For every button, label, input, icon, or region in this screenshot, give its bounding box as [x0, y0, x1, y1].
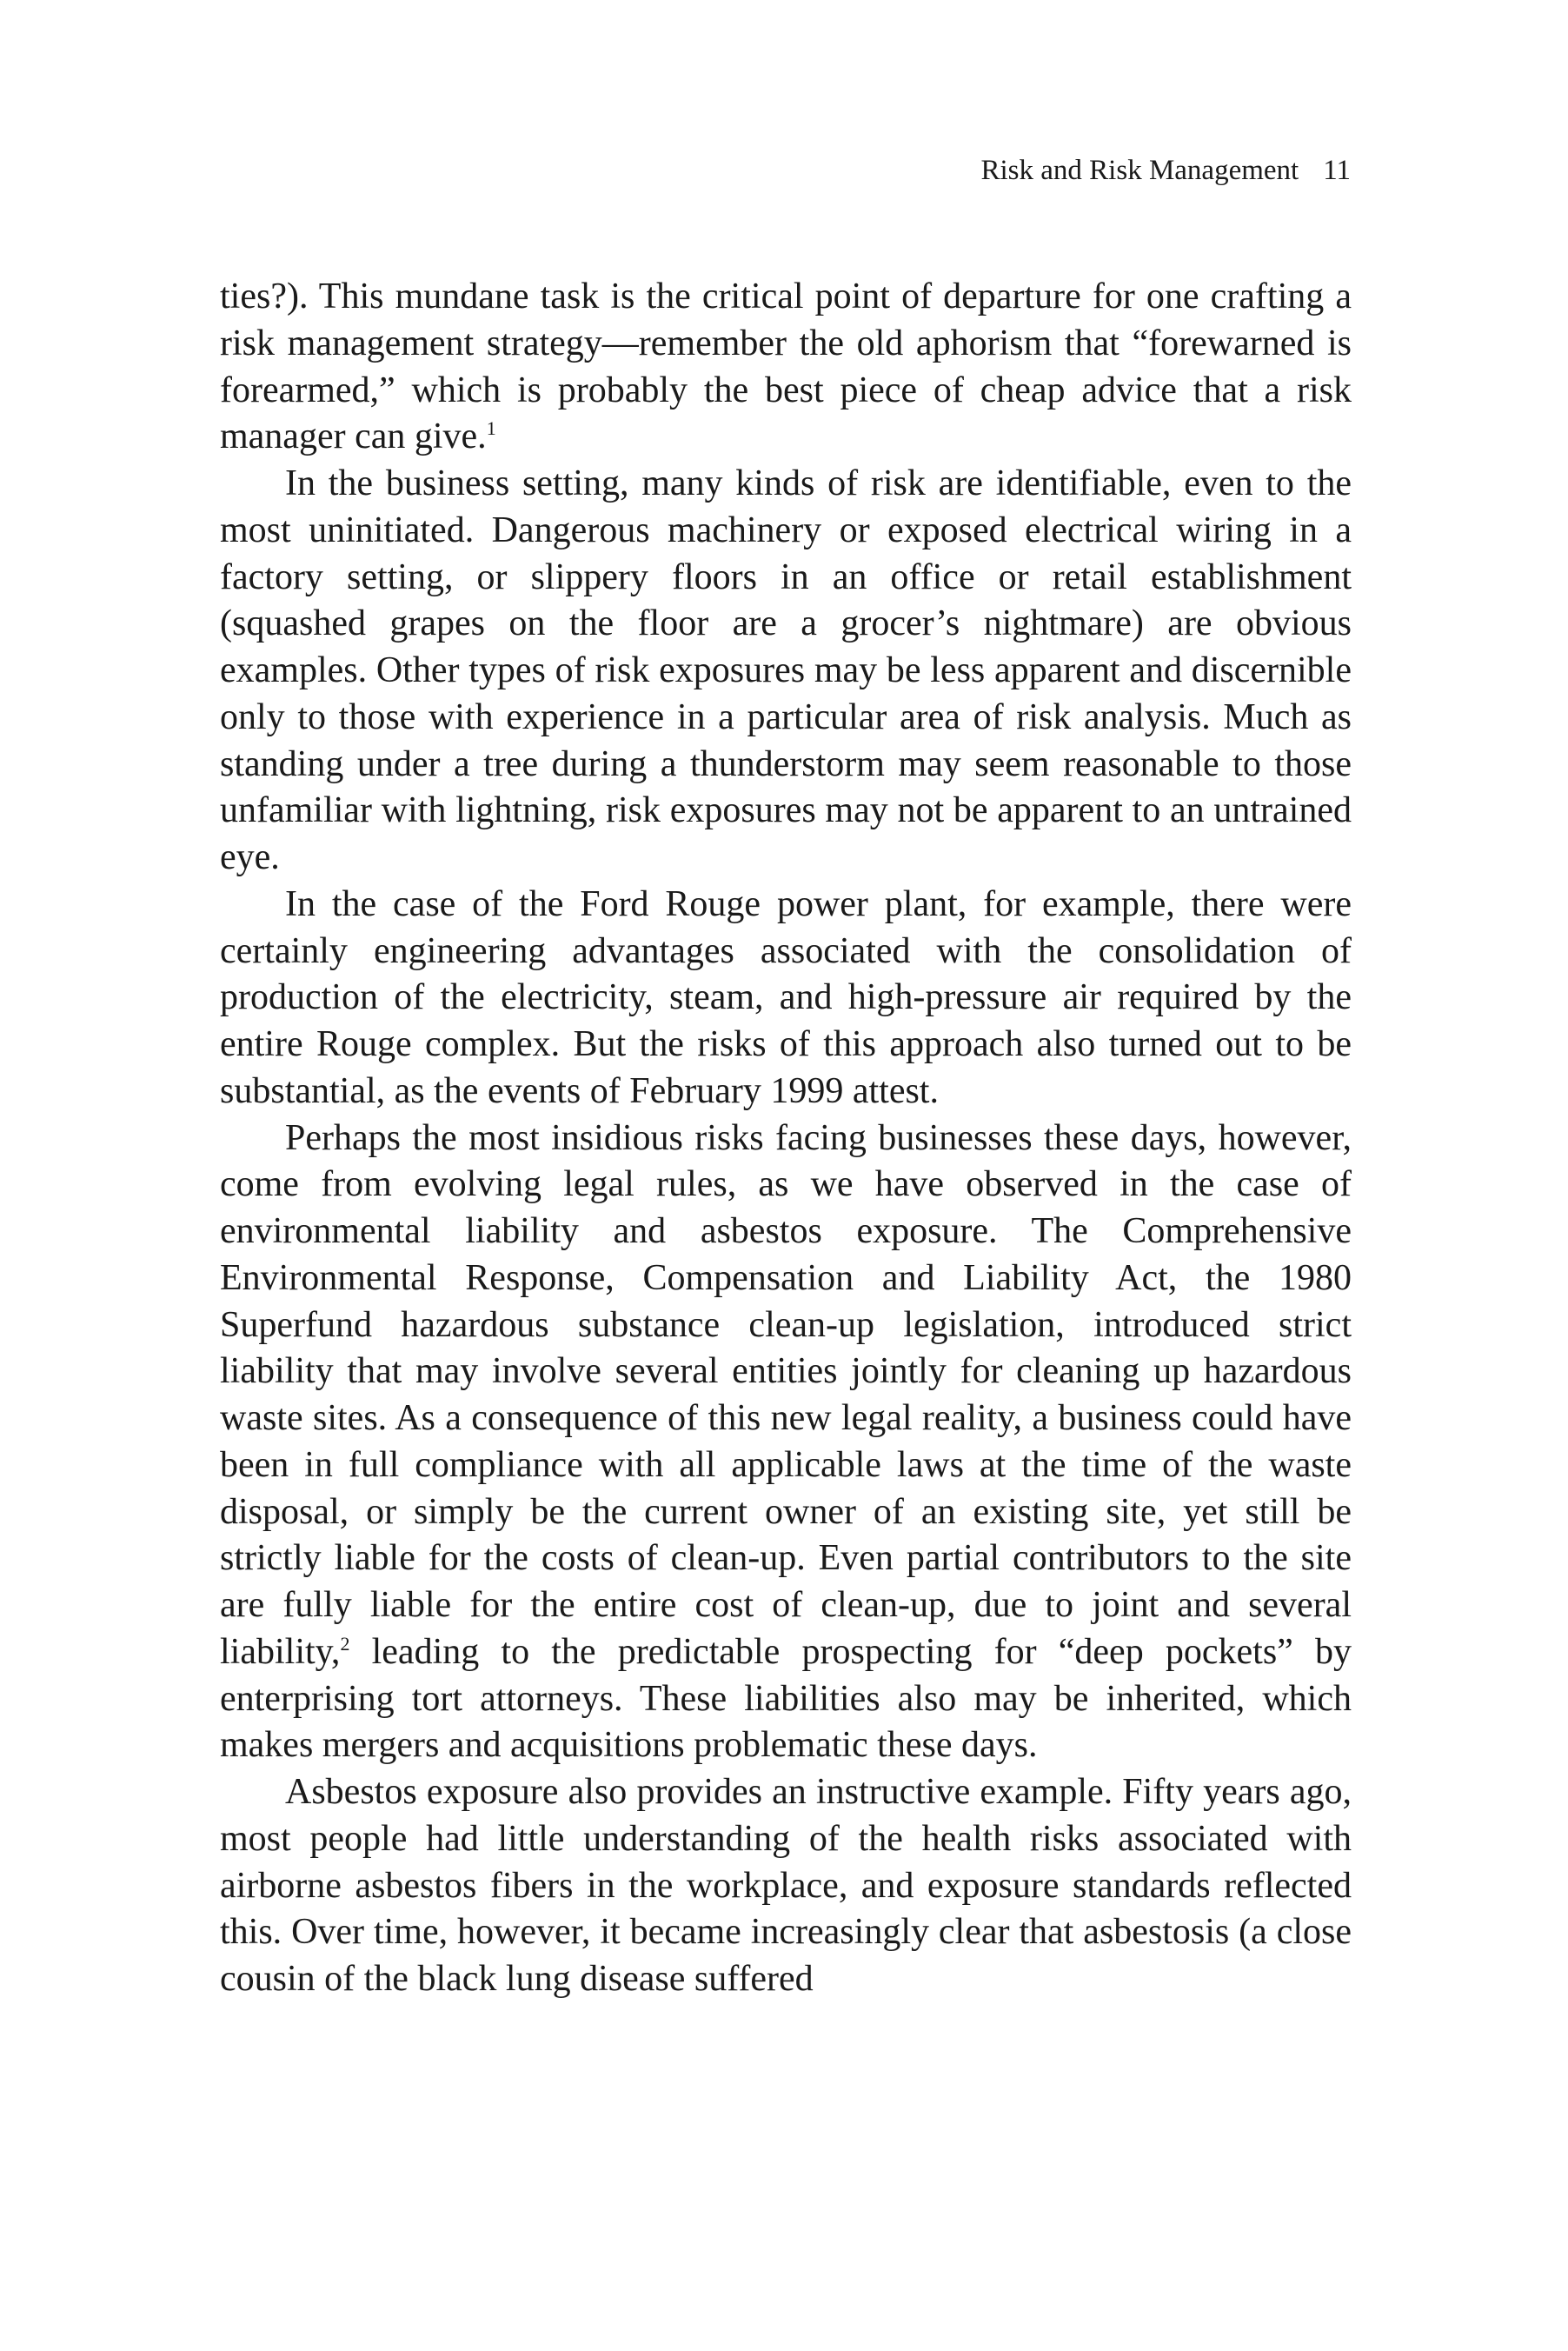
paragraph-text: In the case of the Ford Rouge power plant, for example, there were certainly engineering advantages associated with the consolidation of production of the electricity, steam, and high-pressure air required by the entire Rouge complex. But the risks of this approach also turned out to be substantial, as the events of February 1999 attest. [220, 883, 1352, 1111]
paragraph-text: ties?). This mundane task is the critical point of departure for one crafting a risk management strategy—remember the old aphorism that “forewarned is forearmed,” which is probably the best piece of cheap advice that a risk manager can give. [220, 276, 1352, 457]
paragraph [220, 274, 1352, 461]
paragraph-text: Perhaps the most insidious risks facing businesses these days, however, come from evolving legal rules, as we have observed in the case of environmental liability and asbestos exposure. The Comprehensive Environmental Response, Compensation and Liability Act, the 1980 Superfund hazardous substance clean-up legislation, introduced strict liability that may involve several entities jointly for cleaning up hazardous waste sites. As a consequence of this new legal reality, a business could have been in full compliance with all applicable laws at the time of the waste disposal, or simply be the current owner of an existing site, yet still be strictly liable for the costs of clean-up. Even partial contributors to the site are fully liable for the entire cost of clean-up, due to joint and several liability, [220, 1117, 1352, 1672]
running-header [981, 153, 1352, 188]
paragraph [220, 1116, 1352, 1770]
paragraph [220, 461, 1352, 882]
page-number: 11 [1323, 155, 1351, 186]
paragraph-text-continued: leading to the predictable prospecting for “deep pockets” by enterprising tort attorneys. These liabilities also may be inherited, which makes mergers and acquisitions problematic these days. [220, 1631, 1352, 1766]
body-text [220, 274, 1352, 2003]
paragraph [220, 1769, 1352, 2003]
paragraph-text: In the business setting, many kinds of risk are identifiable, even to the most uninitiated. Dangerous machinery or exposed electrical wiring in a factory setting, or slippery floors in an office or retail establishment (squashed grapes on the floor are a grocer’s nightmare) are obvious examples. Other types of risk exposures may be less apparent and discernible only to those with experience in a particular area of risk analysis. Much as standing under a tree during a thunderstorm may seem reasonable to those unfamiliar with lightning, risk exposures may not be apparent to an untrained eye. [220, 463, 1352, 877]
footnote-marker: 2 [340, 1632, 350, 1655]
paragraph [220, 882, 1352, 1116]
running-title: Risk and Risk Management [980, 155, 1299, 186]
footnote-marker: 1 [486, 417, 496, 440]
paragraph-text: Asbestos exposure also provides an instructive example. Fifty years ago, most people had little understanding of the health risks associated with airborne asbestos fibers in the workplace, and exposure standards reflected this. Over time, however, it became increasingly clear that asbestosis (a close cousin of the black lung disease suffered [220, 1772, 1352, 1999]
